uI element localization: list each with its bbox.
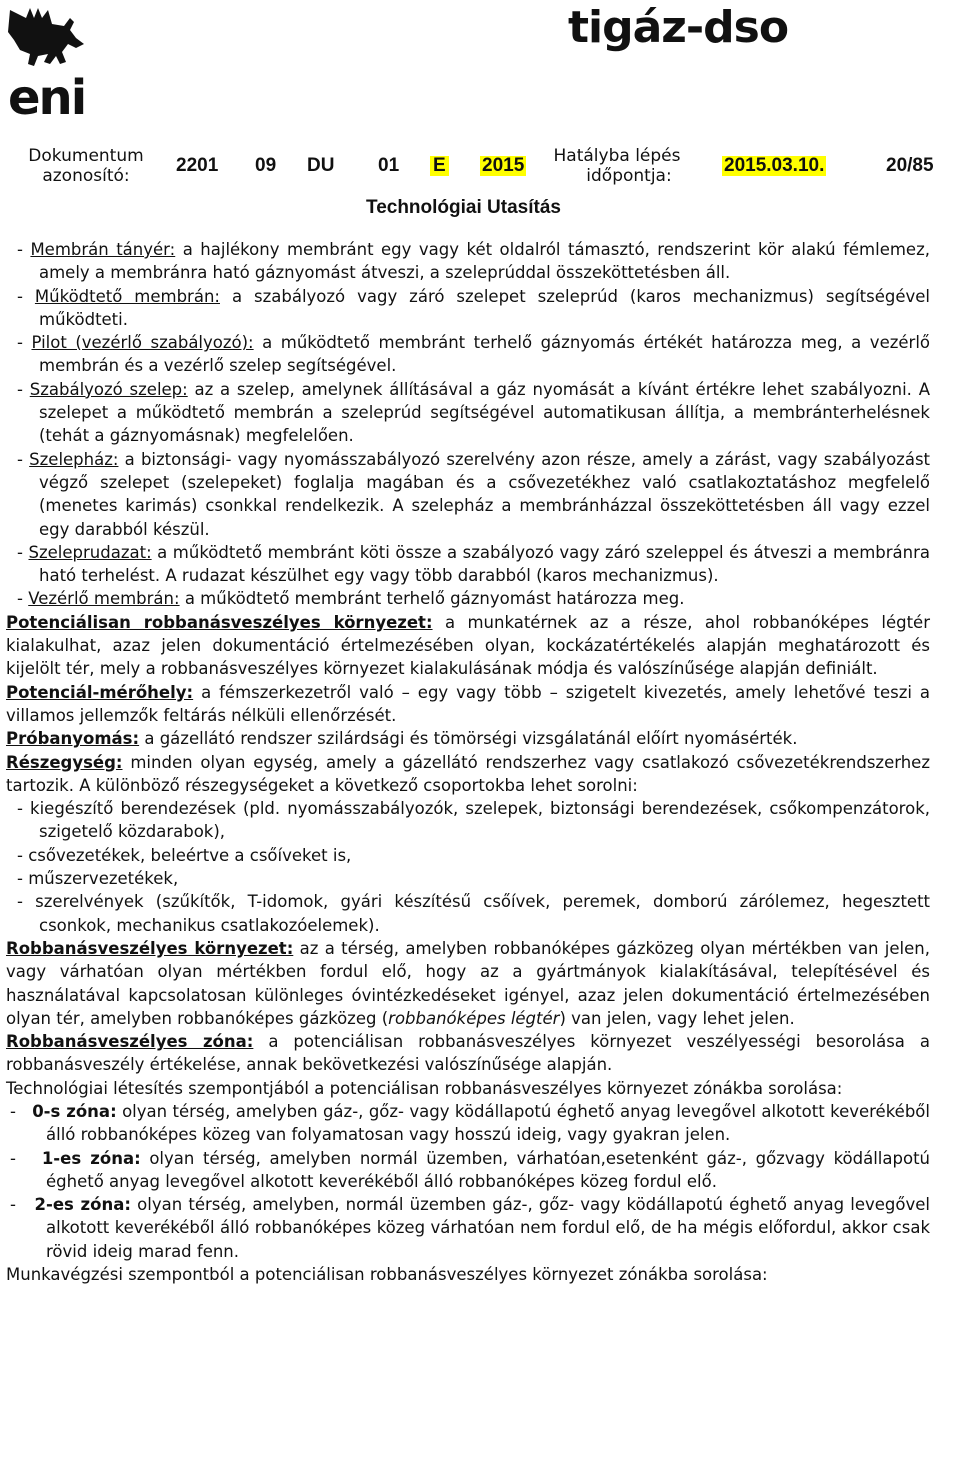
definition: a fémszerkezetről való – egy vagy több – szigetelt kivezetés, amely lehetővé teszi a villamos jellemzők feltárás nélküli ellenőrzését. (6, 682, 930, 725)
definition: a biztonsági- vagy nyomásszabályozó szerelvény azon része, amely a zárást, vagy szabályozást végző szelepet (szelepeket) foglalja magában és a csővezetékhez való csatlakoztatáshoz megfelelő (menetes karimás) csonkkal rendelkezik. A szelepház a membránházzal összeköttetésben áll vagy ezzel egy darabból készül. (39, 449, 931, 539)
term: Membrán tányér: (30, 240, 176, 259)
definition: az a szelep, amelynek állításával a gáz nyomását a kívánt értékre lehet szabályozni. A szelepet a működtető membrán a szeleprúd segítségével automatikusan állítja, a membránterhelésnek (tehát a gáznyomásnak) megfelelően. (39, 379, 930, 446)
list-item: - szerelvények (szűkítők, T-idomok, gyári készítésű csőívek, peremek, domború zárólemez, hegesztett csonkok, mechanikus csatlakozóelemek). (17, 892, 931, 935)
zone-1: - 1-es zóna: olyan térség, amelyben normál üzemben, várhatóan,esetenként gáz-, gőzvagy ködállapotú éghető anyag levegővel alkotott keverékéből álló robbanóképes közeg fordul elő. (10, 1148, 930, 1191)
zone-2: - 2-es zóna: olyan térség, amelyben, normál üzemben gáz-, gőz- vagy ködállapotú éghető anyag levegővel alkotott keverékéből álló robbanóképes közeg várhatóan nem fordul elő, de ha mégis előfordul, akkor csak rövid ideig marad fenn. (10, 1195, 930, 1261)
zone-term: 0-s zóna: (32, 1101, 117, 1121)
svg-text:tigáz-dso: tigáz-dso (568, 2, 789, 52)
list-item-text: kiegészítő berendezések (pld. nyomásszabályozók, szelepek, biztonsági berendezések, csőkompenzátorok, szigetelő közdarabok), (30, 799, 930, 842)
definition: a gázellátó rendszer szilárdsági és tömörségi vizsgálatánál előírt nyomásérték. (139, 729, 798, 749)
definition: a működtető membránt terhelő gáznyomást határozza meg. (179, 589, 685, 609)
doc-code-3: DU (307, 155, 335, 176)
definition: a hajlékony membránt egy vagy két oldalról támasztó, rendszerint kör alakú fémlemez, amely a membránra ható gáznyomást átveszi, a szeleprúddal összeköttetésben áll. (39, 240, 930, 283)
term: Részegység: (6, 752, 123, 772)
zone-definition: olyan térség, amelyben gáz-, gőz- vagy ködállapotú éghető anyag levegővel alkotott keverékéből álló robbanóképes közeg van folyamatosan vagy hosszú ideig, vagy gyakran jelen. (46, 1101, 930, 1145)
term: Potenciálisan robbanásveszélyes környezet: (6, 612, 433, 632)
doc-code-2: 09 (255, 155, 277, 176)
svg-text:eni: eni (8, 70, 86, 116)
definition: a szabályozó vagy záró szelepet szeleprúd (karos mechanizmus) segítségével működteti. (39, 286, 931, 329)
zone-definition: olyan térség, amelyben normál üzemben, várhatóan,esetenként gáz-, gőzvagy ködállapotú éghető anyag levegővel alkotott keverékéből álló robbanóképes közeg fordul elő. (46, 1148, 930, 1191)
def-membran-tanyer: - Membrán tányér: a hajlékony membránt egy vagy két oldalról támasztó, rendszerint kör alakú fémlemez, amely a membránra ható gáznyomást átveszi, a szeleprúddal összeköttetésben áll. (17, 240, 930, 283)
work-zones-intro: Munkavégzési szempontból a potenciálisan robbanásveszélyes környezet zónákba sorolása: (6, 1265, 768, 1285)
doc-subtitle: Technológiai Utasítás (366, 197, 561, 218)
list-item-text: csővezetékek, beleértve a csőíveket is, (28, 845, 352, 865)
def-robbanasveszelyes-zona (6, 1030, 930, 1077)
list-item-text: szerelvények (szűkítők, T-idomok, gyári készítésű csőívek, peremek, domború zárólemez, hegesztett csonkok, mechanikus csatlakozóelemek). (35, 892, 931, 935)
def-mukodteto-membran: - Működtető membrán: a szabályozó vagy záró szelepet szeleprúd (karos mechanizmus) segítségével működteti. (17, 286, 931, 329)
term: Vezérlő membrán: (28, 589, 180, 609)
term: Robbanásveszélyes zóna: (6, 1032, 254, 1052)
def-szeleprudazat: - Szeleprudazat: a működtető membránt köti össze a szabályozó vagy záró szeleppel és átveszi a membránra ható terhelést. A rudazat készülhet egy vagy több darabból (karos mechanizmus). (17, 542, 931, 586)
doc-code-5: E (430, 156, 449, 176)
term: Pilot (vezérlő szabályozó): (31, 333, 254, 353)
eni-logo (4, 4, 96, 116)
effective-label (548, 146, 686, 186)
definition: minden olyan egység, amely a gázellátó rendszerhez vagy csatlakozó csővezetékrendszerhez tartozik. A különböző részegységeket a következő csoportokba lehet sorolni: (6, 752, 930, 795)
list-item: - kiegészítő berendezések (pld. nyomásszabályozók, szelepek, biztonsági berendezések, csőkompenzátorok, szigetelő közdarabok), (17, 799, 930, 842)
effective-label-line1: Hatályba lépés (553, 146, 681, 166)
zone-term: 1-es zóna: (41, 1148, 141, 1168)
doc-id-label-line1: Dokumentum (28, 146, 144, 166)
def-szelephaz: - Szelepház: a biztonsági- vagy nyomásszabályozó szerelvény azon része, amely a zárást, vagy szabályozást végző szelepet (szelepeket) foglalja magában és a csővezetékhez való csatlakoztatáshoz megfelelő (menetes karimás) csonkkal rendelkezik. A szelepház a membránházzal összeköttetésben áll vagy ezzel egy darabból készül. (17, 449, 931, 539)
effective-label-line2: időpontja: (586, 166, 672, 186)
doc-id-label-line2: azonosító: (42, 166, 130, 186)
tech-zones-intro: Technológiai létesítés szempontjából a potenciálisan robbanásveszélyes környezet zónákba sorolása: (6, 1078, 843, 1098)
def-szabalyozo-szelep: - Szabályozó szelep: az a szelep, amelynek állításával a gáz nyomását a kívánt értékre lehet szabályozni. A szelepet a működtető membrán a szeleprúd segítségével automatikusan állítja, a membránterhelésnek (tehát a gáznyomásnak) megfelelően. (17, 379, 930, 446)
definition: a működtető membránt terhelő gáznyomás értékét határozza meg, a vezérlő membrán és a vezérlő szelep segítségével. (39, 333, 931, 376)
term: Potenciál-mérőhely: (6, 682, 194, 702)
page-number: 20/85 (886, 155, 934, 176)
zone-definition: olyan térség, amelyben, normál üzemben gáz-, gőz- vagy ködállapotú éghető anyag levegővel alkotott keverékéből álló robbanóképes közeg várhatóan nem fordul elő, de ha mégis előfordul, akkor csak rövid ideig marad fenn. (46, 1195, 930, 1261)
definition: a munkatérnek az a része, ahol robbanóképes légtér kialakulhat, azaz jelen dokumentáció értelmezésében olyan, kockázatértékelés alapján meghatározott és kijelölt tér, mely a robbanásveszélyes környezet kialakulásának módja és valószínűsége alapján definiált. (6, 612, 930, 679)
doc-code-1: 2201 (176, 155, 219, 176)
term: Szeleprudazat: (28, 542, 152, 562)
definition: az a térség, amelyben robbanóképes gázközeg olyan mértékben van jelen, vagy várhatóan olyan mértékben fordul elő, hogy az a gyártmányok kialakításával, telepítésével és használatával kapcsolatosan különleges óvintézkedéseket igényel, azaz jelen dokumentáció értelmezésében olyan tér, amelyben robbanóképes gázközeg ( (6, 938, 930, 1028)
definition: a potenciálisan robbanásveszélyes környezet veszélyességi besorolása a robbanásveszély értékelése, annak bekövetkezési valószínűsége alapján. (6, 1032, 930, 1075)
effective-date: 2015.03.10. (724, 155, 825, 176)
definition-tail: ) van jelen, vagy lehet jelen. (559, 1008, 795, 1028)
doc-id-label (22, 146, 150, 186)
definition-italic: robbanóképes légtér (388, 1008, 560, 1028)
def-pilot: - Pilot (vezérlő szabályozó): a működtető membránt terhelő gáznyomás értékét határozza meg, a vezérlő membrán és a vezérlő szelep segítségével. (17, 333, 931, 376)
doc-code-6: 2015 (482, 155, 525, 176)
term: Szabályozó szelep: (29, 379, 188, 399)
def-vezerlo-membran: - Vezérlő membrán: a működtető membránt terhelő gáznyomást határozza meg. (17, 589, 685, 609)
def-potencial-merohely (6, 681, 930, 728)
list-item: - csővezetékek, beleértve a csőíveket is, (17, 845, 352, 865)
list-item-text: műszervezetékek, (28, 869, 179, 889)
def-potencialisan (6, 611, 930, 681)
list-item: - műszervezetékek, (17, 869, 179, 889)
def-robbanasveszelyes-kornyezet (6, 937, 930, 1030)
def-probanyomas (6, 727, 930, 750)
zone-term: 2-es zóna: (34, 1195, 131, 1215)
term: Működtető membrán: (34, 286, 220, 306)
term: Szelepház: (29, 449, 119, 469)
def-reszegyseg (6, 751, 930, 798)
doc-code-4: 01 (378, 155, 400, 176)
document-body (6, 238, 930, 1286)
zone-0: - 0-s zóna: olyan térség, amelyben gáz-, gőz- vagy ködállapotú éghető anyag levegővel alkotott keverékéből álló robbanóképes közeg van folyamatosan vagy hosszú ideig, vagy gyakran jelen. (10, 1101, 930, 1145)
term: Próbanyomás: (6, 729, 140, 749)
term: Robbanásveszélyes környezet: (6, 938, 294, 958)
tigaz-dso-logo (566, 0, 796, 52)
definition: a működtető membránt köti össze a szabályozó vagy záró szeleppel és átveszi a membránra ható terhelést. A rudazat készülhet egy vagy több darabból (karos mechanizmus). (39, 542, 931, 586)
